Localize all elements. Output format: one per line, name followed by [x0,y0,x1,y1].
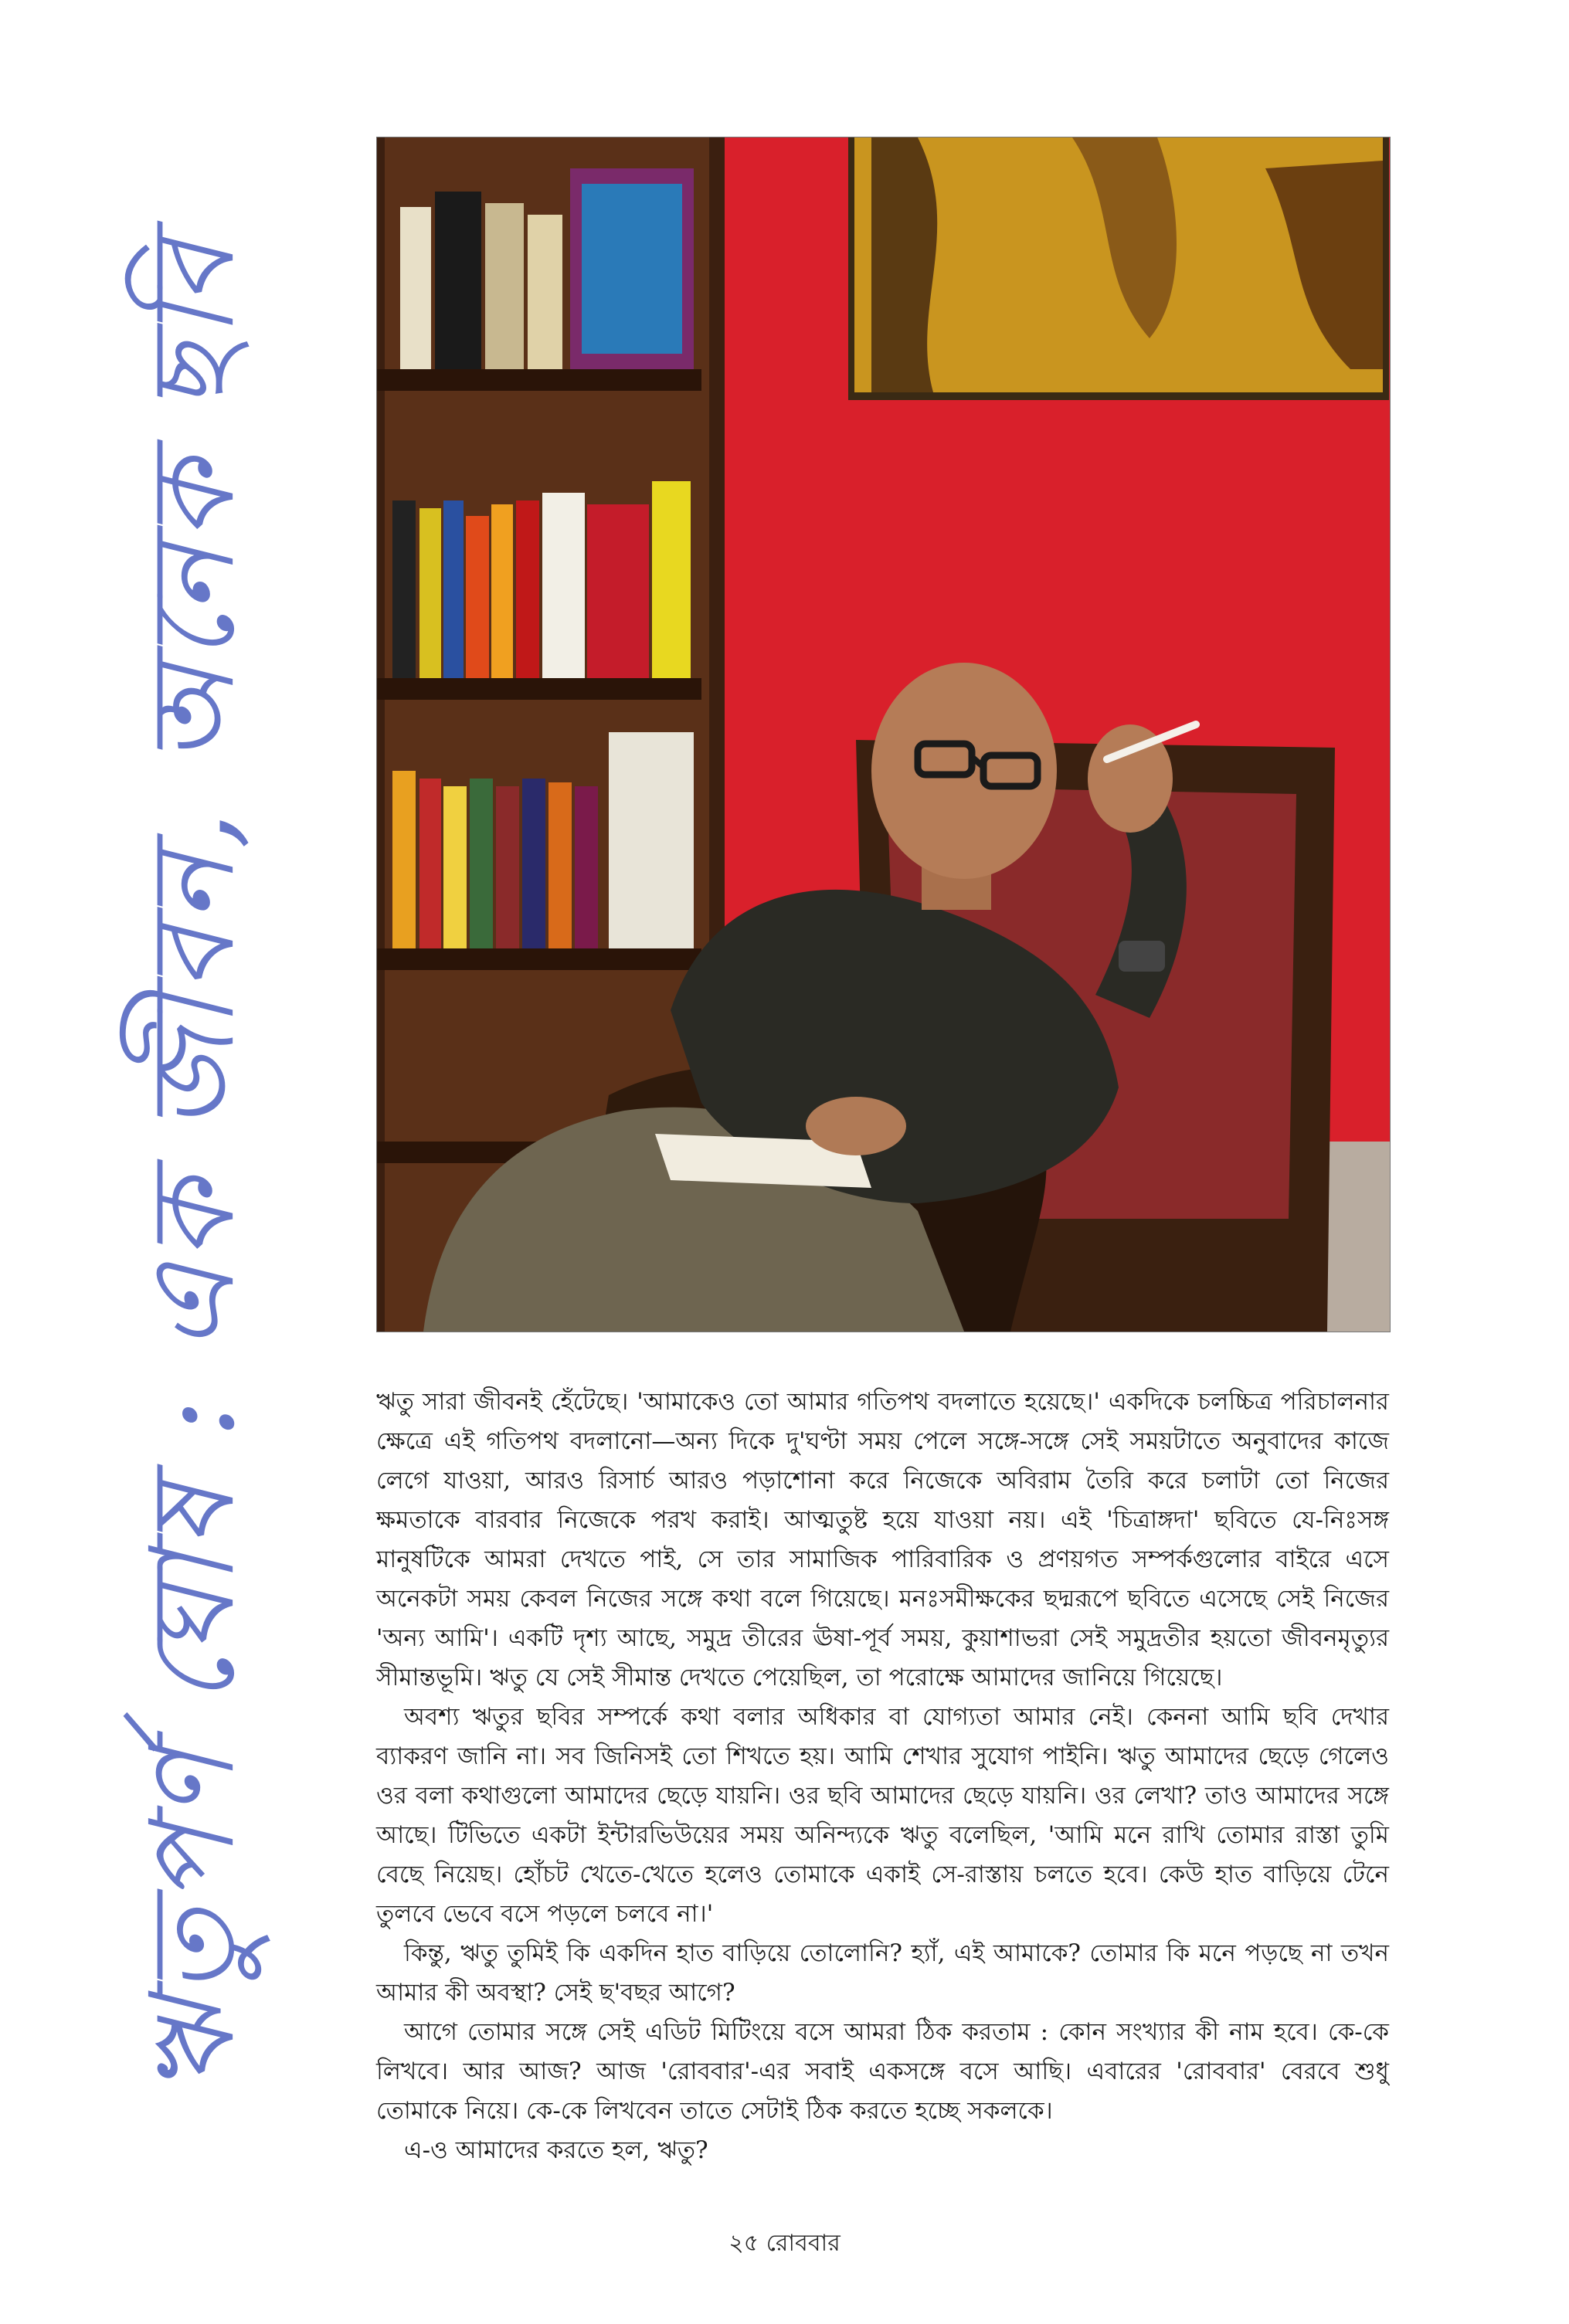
paragraph: ঋতু সারা জীবনই হেঁটেছে। 'আমাকেও তো আমার গতিপথ বদলাতে হয়েছে।' একদিকে চলচ্চিত্র পরিচালনার ক্ষেত্রে এই গতিপথ বদলানো—অন্য দিকে দু'ঘণ্টা সময় পেলে সঙ্গে-সঙ্গে সেই সময়টাতে অনুবাদের কাজে লেগে যাওয়া, আরও রিসার্চ আরও পড়াশোনা করে নিজেকে অবিরাম তৈরি করে চলাটা তো নিজের ক্ষমতাকে বারবার নিজেকে পরখ করাই। আত্মতুষ্ট হয়ে যাওয়া নয়। এই 'চিত্রাঙ্গদা' ছবিতে যে-নিঃসঙ্গ মানুষটিকে আমরা দেখতে পাই, সে তার সামাজিক পারিবারিক ও প্রণয়গত সম্পর্কগুলোর বাইরে এসে অনেকটা সময় কেবল নিজের সঙ্গে কথা বলে গিয়েছে। মনঃসমীক্ষকের ছদ্মরূপে ছবিতে এসেছে সেই নিজের 'অন্য আমি'। একটি দৃশ্য আছে, সমুদ্র তীরের ঊষা-পূর্ব সময়, কুয়াশাভরা সেই সমুদ্রতীর হয়তো জীবনমৃত্যুর সীমান্তভূমি। ঋতু যে সেই সীমান্ত দেখতে পেয়েছিল, তা পরোক্ষে আমাদের জানিয়ে গিয়েছে। [376,1388,1389,1691]
article-body [376,1383,1389,2170]
paragraph: কিন্তু, ঋতু তুমিই কি একদিন হাত বাড়িয়ে তোলোনি? হ্যাঁ, এই আমাকে? তোমার কি মনে পড়ছে না তখন আমার কী অবস্থা? সেই ছ'বছর আগে? [376,1939,1389,2007]
paragraph: এ-ও আমাদের করতে হল, ঋতু? [404,2136,708,2164]
photo-illustration [377,137,1390,1332]
headline-text: ঋতুপর্ণ ঘোষ : এক জীবন, অনেক ছবি [126,236,260,2097]
paragraph: অবশ্য ঋতুর ছবির সম্পর্কে কথা বলার অধিকার বা যোগ্যতা আমার নেই। কেননা আমি ছবি দেখার ব্যাকরণ জানি না। সব জিনিসই তো শিখতে হয়। আমি শেখার সুযোগ পাইনি। ঋতু আমাদের ছেড়ে গেলেও ওর বলা কথাগুলো আমাদের ছেড়ে যায়নি। ওর ছবি আমাদের ছেড়ে যায়নি। ওর লেখা? তাও আমাদের সঙ্গে আছে। টিভিতে একটা ইন্টারভিউয়ের সময় অনিন্দ্যকে ঋতু বলেছিল, 'আমি মনে রাখি তোমার রাস্তা তুমি বেছে নিয়েছ। হোঁচট খেতে-খেতে হলেও তোমাকে একাই সে-রাস্তায় চলতে হবে। কেউ হাত বাড়িয়ে টেনে তুলবে ভেবে বসে পড়লে চলবে না।' [376,1703,1389,1928]
paragraph: আগে তোমার সঙ্গে সেই এডিট মিটিংয়ে বসে আমরা ঠিক করতাম : কোন সংখ্যার কী নাম হবে। কে-কে লিখবে। আর আজ? আজ 'রোববার'-এর সবাই একসঙ্গে বসে আছি। এবারের 'রোববার' বেরবে শুধু তোমাকে নিয়ে। কে-কে লিখবেন তাতে সেটাই ঠিক করতে হচ্ছে সকলকে। [376,2018,1389,2125]
portrait-photo [376,137,1391,1332]
handwritten-headline [116,154,286,2178]
page-folio: ২৫ রোববার [728,2230,841,2257]
